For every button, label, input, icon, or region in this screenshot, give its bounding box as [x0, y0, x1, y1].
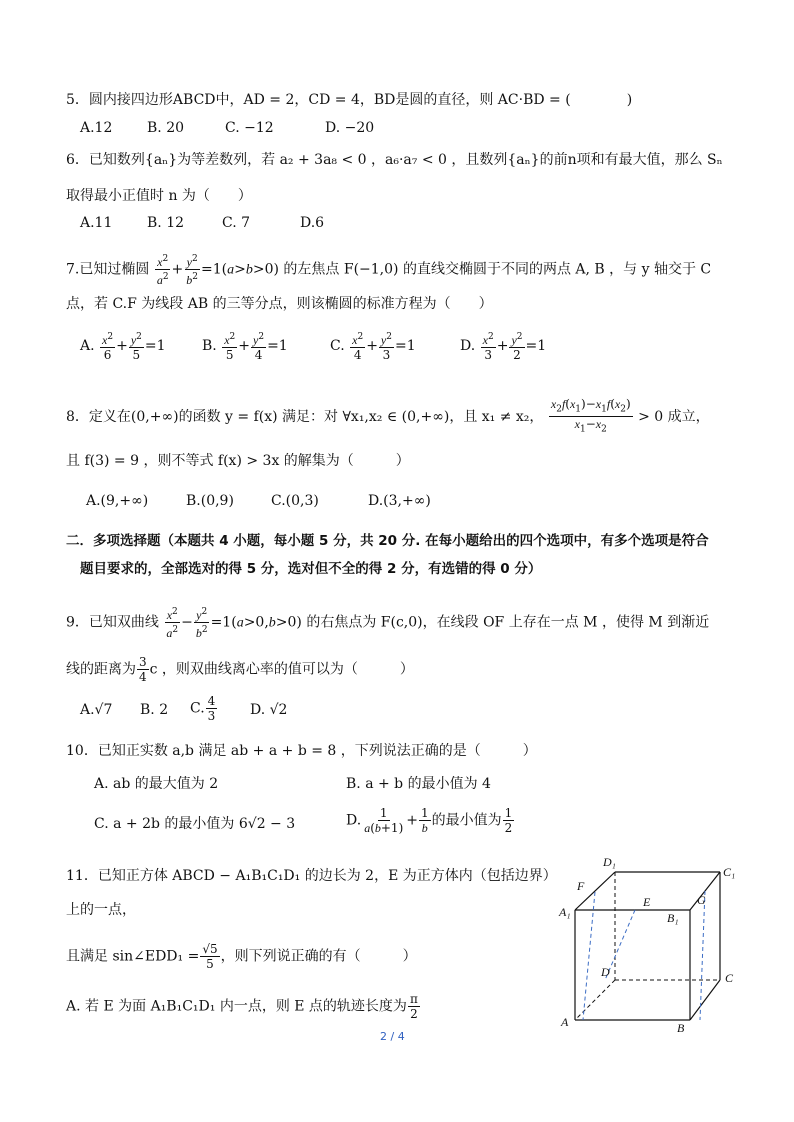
q8-stem-line1: 8．定义在(0,+∞)的函数 y = f(x) 满足：对 ∀x₁,x₂ ∈ (0,+∞)，且 x₁ ≠ x₂， $\frac{x_2f(x_1)-x_1f(x_2)}{x_1-x_2}$ > 0 成立，: [66, 397, 710, 435]
q7-stem-prefix: 7.已知过椭圆: [66, 261, 150, 278]
q7-ellipse-frac-x: $\frac{x^2}{a^2}$: [156, 254, 169, 287]
q7-stem-line2: 点，若 C.F 为线段 AB 的三等分点，则该椭圆的标准方程为（ ）: [66, 296, 493, 312]
q7-option-c: C. $\frac{x^2}{4}$ + $\frac{y^2}{3}$ =1: [330, 332, 416, 362]
q9-stem-line1: 9．已知双曲线 $\frac{x^2}{a^2}$ − $\frac{y^2}{b^2}$ =1(a>0,b>0) 的右焦点为 F(c,0)，在线段 OF 上存在一点 M ，使得 M 到渐近: [66, 607, 710, 640]
label-c1: C₁: [723, 865, 736, 879]
section2-heading-line2: 题目要求的，全部选对的得 5 分，选对但不全的得 2 分，有选错的得 0 分）: [80, 561, 542, 577]
q6-stem-line2: 取得最小正值时 n 为（ ）: [66, 188, 252, 204]
label-f: F: [577, 879, 585, 893]
q11-option-a: A. 若 E 为面 A₁B₁C₁D₁ 内一点，则 E 点的轨迹长度为 $\frac{\pi}{2}$: [66, 992, 418, 1021]
q7-option-d: D. $\frac{x^2}{3}$ + $\frac{y^2}{2}$ =1: [460, 332, 547, 362]
q7-ellipse-frac-y: $\frac{y^2}{b^2}$: [186, 254, 199, 287]
q9-option-a: A.√7: [80, 702, 113, 718]
q10-option-c: C. a + 2b 的最小值为 6√2 − 3: [94, 816, 296, 832]
q10-option-b: B. a + b 的最小值为 4: [346, 776, 491, 792]
q9-stem-line2: 线的距离为 $\frac{3}{4}$ c ，则双曲线离心率的值可以为（ ）: [66, 655, 414, 684]
section2-heading-line1: 二．多项选择题（本题共 4 小题，每小题 5 分，共 20 分. 在每小题给出的四个选项中，有多个选项是符合: [66, 533, 709, 549]
q8-stem-line2: 且 f(3) = 9 ，则不等式 f(x) > 3x 的解集为（ ）: [66, 453, 410, 469]
q9-option-c: C. $\frac{4}{3}$: [190, 694, 216, 723]
q10-option-a: A. ab 的最大值为 2: [94, 776, 219, 792]
page-number: 2 / 4: [380, 1030, 405, 1043]
q7-option-b: B. $\frac{x^2}{5}$ + $\frac{y^2}{4}$ =1: [202, 332, 288, 362]
q5-option-c: C. −12: [225, 120, 274, 136]
label-c: C: [725, 971, 734, 985]
q5-option-a: A.12: [80, 120, 113, 136]
q9-option-d: D. √2: [250, 702, 288, 718]
q11-stem-line3: 且满足 sin∠EDD₁ = $\frac{√5}{5}$ ，则下列说正确的有（ ）: [66, 942, 417, 971]
q11-stem-line1: 11．已知正方体 ABCD − A₁B₁C₁D₁ 的边长为 2，E 为正方体内（包括边界）: [66, 868, 557, 884]
q7-option-a: A. $\frac{x^2}{6}$ + $\frac{y^2}{5}$ =1: [80, 332, 166, 362]
q7-stem-mid: 的左焦点 F(−1,0) 的直线交椭圆于不同的两点 A, B ，与 y 轴交于 C: [283, 261, 712, 278]
label-a: A: [561, 1015, 569, 1029]
label-e: E: [643, 895, 651, 909]
q6-option-c: C. 7: [222, 215, 251, 231]
q10-stem: 10．已知正实数 a,b 满足 ab + a + b = 8 ，下列说法正确的是（ ）: [66, 743, 537, 759]
q6-option-d: D.6: [300, 215, 325, 231]
label-a1: A₁: [559, 905, 571, 919]
q6-stem-line1: 6．已知数列{aₙ}为等差数列，若 a₂ + 3a₈ < 0 ，a₆·a₇ < 0 ，且数列{aₙ}的前n项和有最大值，那么 Sₙ: [66, 152, 723, 168]
q8-inequality-frac: $\frac{x_2f(x_1)-x_1f(x_2)}{x_1-x_2}$: [550, 397, 631, 435]
q9-option-b: B. 2: [140, 702, 169, 718]
q5-stem: 5．圆内接四边形ABCD中，AD = 2，CD = 4，BD是圆的直径，则 AC·BD = ( ): [66, 92, 633, 108]
q7-stem-line1: 7.已知过椭圆 $\frac{x^2}{a^2}$ + $\frac{y^2}{b^2}$ =1(a>b>0) 的左焦点 F(−1,0) 的直线交椭圆于不同的两点 A, B ，与 y 轴交于 C: [66, 254, 712, 287]
label-g: G: [697, 893, 706, 907]
label-b: B: [677, 1021, 685, 1035]
cube-figure: [555, 850, 745, 1035]
q6-option-a: A.11: [80, 215, 113, 231]
q8-option-d: D.(3,+∞): [368, 493, 431, 509]
q8-option-b: B.(0,9): [186, 493, 234, 509]
q8-option-c: C.(0,3): [271, 493, 319, 509]
label-d1: D₁: [603, 855, 616, 869]
q5-option-d: D. −20: [325, 120, 375, 136]
q5-option-b: B. 20: [147, 120, 185, 136]
label-d: D: [601, 965, 610, 979]
q6-option-b: B. 12: [147, 215, 185, 231]
label-b1: B₁: [667, 911, 679, 925]
q10-option-d: D. $\frac{1}{a(b+1)}$ + $\frac{1}{b}$ 的最小值为 $\frac{1}{2}$: [346, 806, 513, 835]
q8-option-a: A.(9,+∞): [86, 493, 149, 509]
q11-stem-line2: 上的一点，: [66, 902, 136, 918]
